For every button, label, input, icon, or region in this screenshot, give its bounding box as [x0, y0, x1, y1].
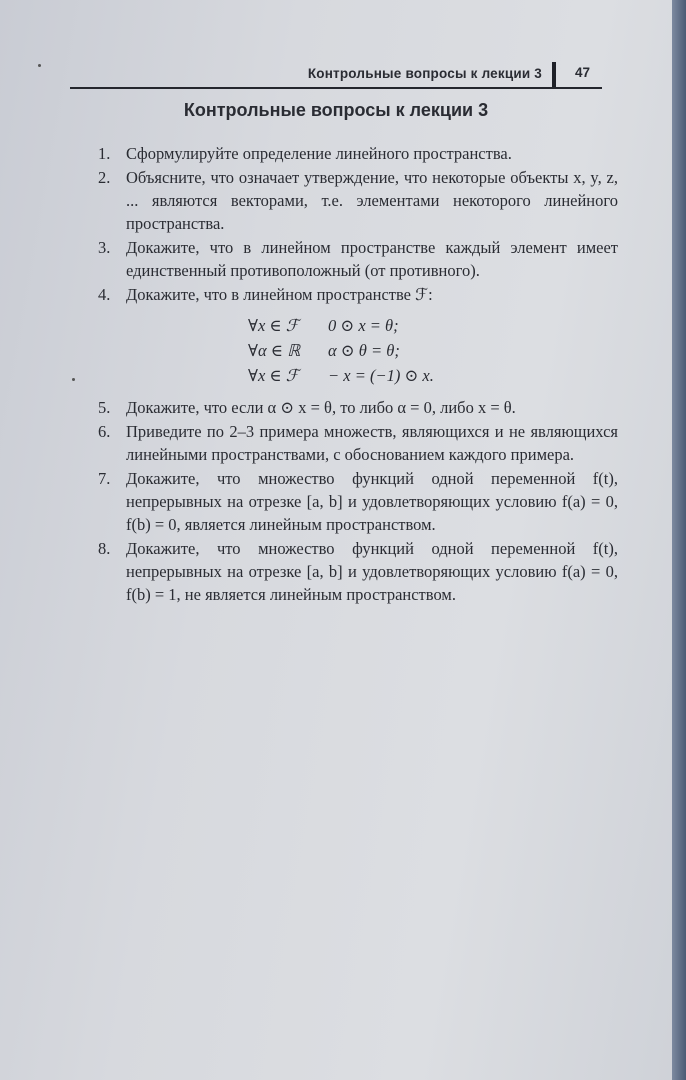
list-item: [98, 396, 618, 419]
formula-equation: − x = (−1) ⊙ x.: [328, 366, 434, 385]
item-number: 6.: [98, 422, 111, 441]
item-number: 1.: [98, 144, 111, 163]
running-head: [70, 60, 602, 90]
formula-equation: α ⊙ θ = θ;: [328, 341, 400, 360]
page-edge: [672, 0, 686, 1080]
formula-quantifier: ∀x ∈ ℱ: [248, 366, 299, 385]
item-number: 7.: [98, 469, 111, 488]
item-text: Докажите, что если α ⊙ x = θ, то либо α = 0, либо x = θ.: [126, 398, 516, 417]
running-head-title: Контрольные вопросы к лекции 3: [307, 66, 542, 81]
running-head-divider: [552, 62, 556, 88]
item-text: Докажите, что в линейном пространстве каждый элемент имеет единственный противоположный (от противного).: [126, 238, 618, 280]
formula-quantifier: ∀x ∈ ℱ: [248, 316, 299, 335]
formula-block: [248, 313, 618, 388]
formula-quantifier: ∀α ∈ ℝ: [248, 341, 301, 360]
item-text: Докажите, что множество функций одной переменной f(t), непрерывных на отрезке [a, b] и удовлетворяющих условию f(a) = 0, f(b) = 0, является линейным пространством.: [126, 469, 618, 534]
item-number: 4.: [98, 285, 111, 304]
item-number: 3.: [98, 238, 111, 257]
item-text: Объясните, что означает утверждение, что некоторые объекты x, y, z, ... являются векторами, т.е. элементами некоторого линейного пространства.: [126, 168, 618, 233]
list-item: [98, 420, 618, 466]
page-title: Контрольные вопросы к лекции 3: [183, 100, 489, 120]
header-rule: [70, 87, 602, 89]
item-text: Докажите, что множество функций одной переменной f(t), непрерывных на отрезке [a, b] и удовлетворяющих условию f(a) = 0, f(b) = 1, не является линейным пространством.: [126, 539, 618, 604]
item-text: Приведите по 2–3 примера множеств, являющихся и не являющихся линейными пространствами, с обоснованием каждого примера.: [126, 422, 618, 464]
formula-line: [248, 363, 618, 388]
list-item: [98, 166, 618, 235]
list-item: [98, 537, 618, 606]
item-text: Сформулируйте определение линейного пространства.: [126, 144, 512, 163]
formula-equation: 0 ⊙ x = θ;: [328, 316, 399, 335]
formula-line: [248, 313, 618, 338]
item-number: 5.: [98, 398, 111, 417]
list-item: [98, 236, 618, 282]
question-list: [98, 142, 618, 607]
item-number: 2.: [98, 168, 111, 187]
item-number: 8.: [98, 539, 111, 558]
list-item: [98, 283, 618, 306]
page-number: 47: [574, 65, 590, 80]
item-text: Докажите, что в линейном пространстве ℱ:: [126, 285, 433, 304]
list-item: [98, 142, 618, 165]
paper-speck: [72, 378, 75, 381]
formula-line: [248, 338, 618, 363]
list-item: [98, 467, 618, 536]
paper-speck: [38, 64, 41, 67]
